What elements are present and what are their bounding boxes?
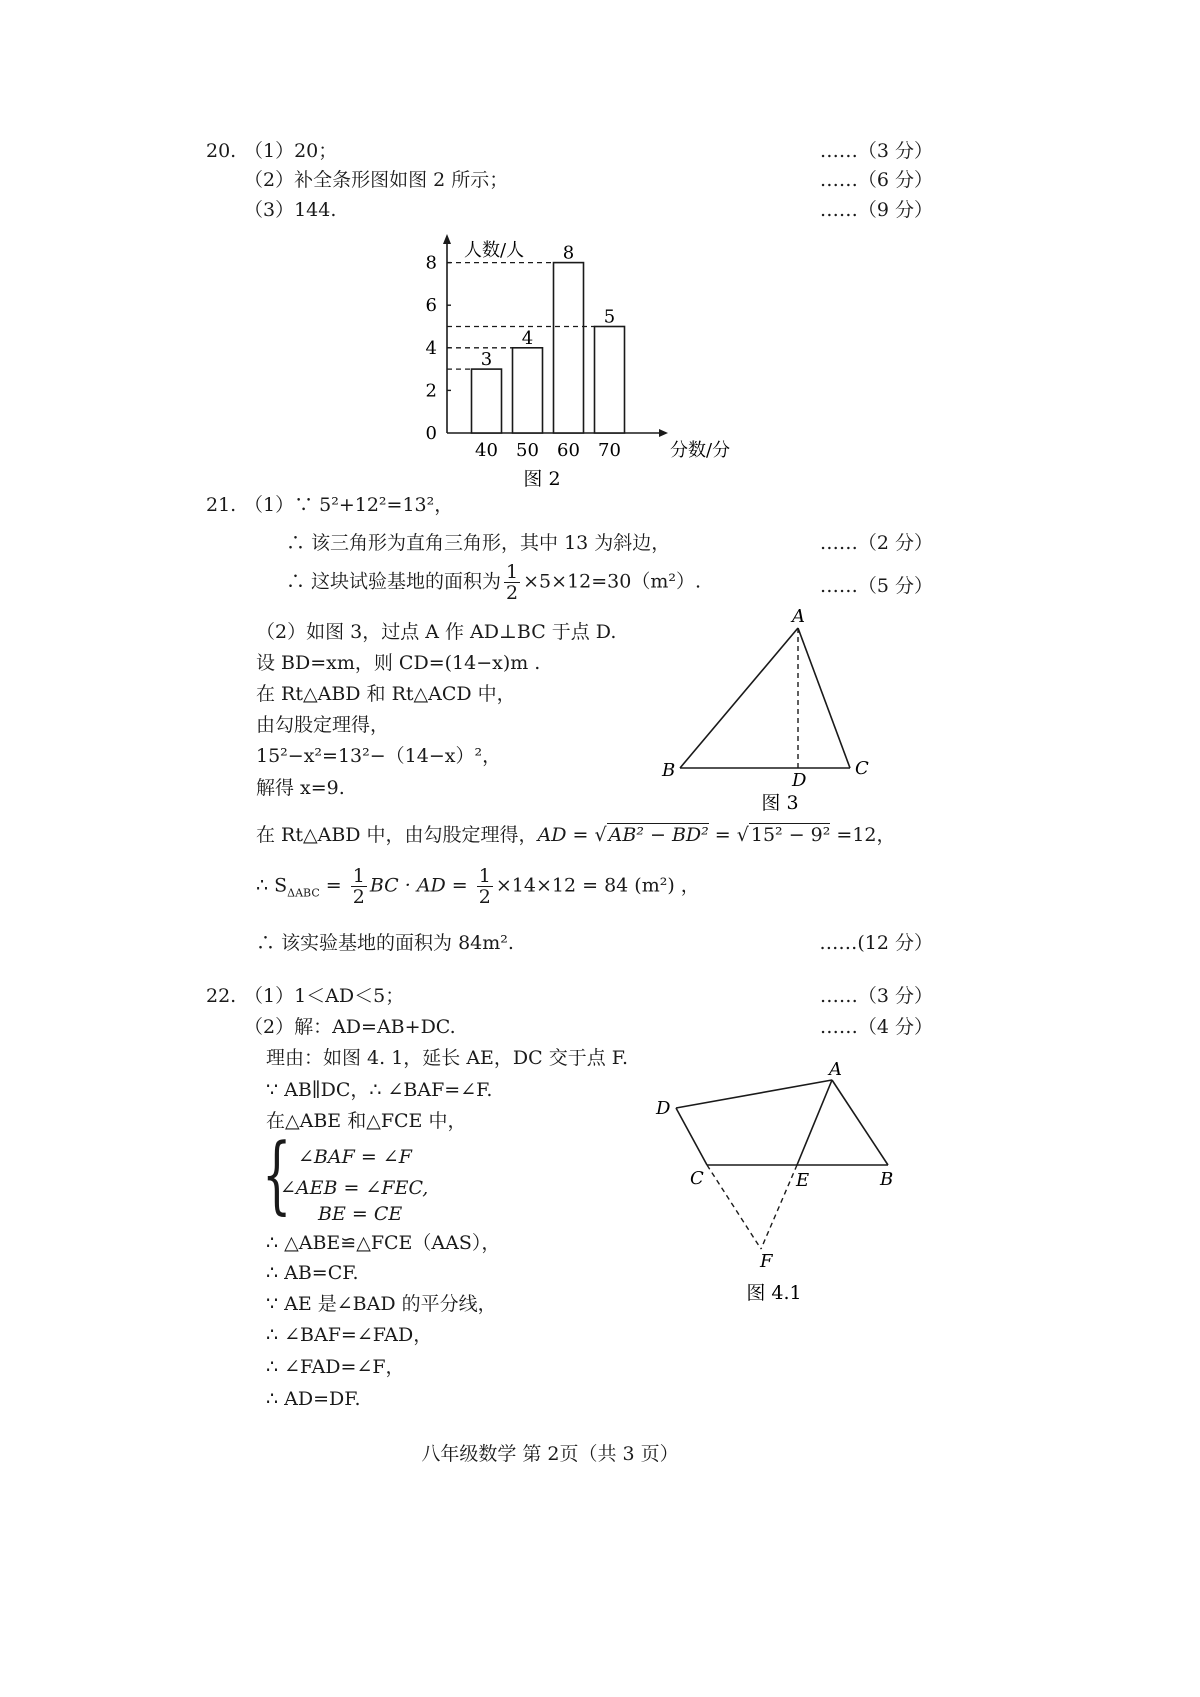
q21-line7-eq: = xyxy=(708,824,737,846)
q22-condition3: BE = CE xyxy=(318,1203,403,1225)
q21-number: 21. xyxy=(206,494,237,516)
triangle-figure-3 xyxy=(660,600,890,815)
q21-part2-line8 xyxy=(256,866,700,907)
chart-caption: 图 2 xyxy=(523,468,561,490)
fraction-half xyxy=(504,562,520,603)
q21-line7-sqrt1: AB² − BD² xyxy=(608,824,709,846)
q20-line3: （3）144. xyxy=(244,199,337,221)
y-axis-arrow xyxy=(443,234,451,244)
q21-part2-line6: 解得 x=9. xyxy=(256,777,345,799)
q22-reason1: 理由：如图 4. 1，延长 AE，DC 交于点 F. xyxy=(266,1047,629,1069)
y-tick-label: 2 xyxy=(425,380,437,402)
q22-number: 22. xyxy=(206,985,237,1007)
bar-chart-figure-2 xyxy=(400,230,731,500)
bar-value-label: 8 xyxy=(562,242,575,264)
fig4-label-a: A xyxy=(829,1059,842,1080)
fig4-label-e: E xyxy=(796,1170,810,1191)
bar-value-label: 5 xyxy=(603,306,616,328)
q21-line7-sqrt2: 15² − 9² xyxy=(750,824,831,846)
x-tick-label: 40 xyxy=(475,440,498,461)
bar-value-label: 3 xyxy=(480,349,493,371)
q22-score2: ……（4 分） xyxy=(819,1016,933,1038)
bar xyxy=(554,263,584,433)
q21-part2-line9: ∴ 该实验基地的面积为 84m². xyxy=(256,932,514,954)
y-tick-label: 6 xyxy=(425,295,437,317)
x-tick-label: 70 xyxy=(598,440,621,461)
q21-part2-line1: （2）如图 3，过点 A 作 AD⊥BC 于点 D. xyxy=(256,621,617,643)
q21-score3: ……（5 分） xyxy=(819,575,933,597)
page-footer: 八年级数学 第 2页（共 3 页） xyxy=(421,1443,679,1465)
q22-reason3: 在△ABE 和△FCE 中， xyxy=(266,1110,467,1132)
q21-line3 xyxy=(286,562,701,603)
q21-part2-line2: 设 BD=xm，则 CD=(14−x)m . xyxy=(256,652,541,674)
x-tick-label: 60 xyxy=(557,440,580,461)
geometry-figure-4-1 xyxy=(640,1055,910,1310)
fig4-label-b: B xyxy=(880,1169,894,1190)
fig4-label-f: F xyxy=(760,1251,773,1272)
fraction-denominator-2: 2 xyxy=(352,886,365,908)
q22-condition1: ∠BAF = ∠F xyxy=(298,1146,412,1168)
x-axis-label: 分数/分 xyxy=(670,440,731,461)
q22-reason5: ∴ AB=CF. xyxy=(266,1262,359,1284)
fraction-numerator-2: 1 xyxy=(352,865,365,887)
q21-part2-line4: 由勾股定理得， xyxy=(256,714,390,736)
q22-reason8: ∴ ∠FAD=∠F， xyxy=(266,1356,405,1378)
x-tick-label: 50 xyxy=(516,440,539,461)
y-tick-label: 8 xyxy=(425,252,437,274)
q21-line8-eq: = xyxy=(319,874,348,897)
fig4-caption: 图 4.1 xyxy=(746,1282,802,1304)
q22-condition2: ∠AEB = ∠FEC, xyxy=(280,1177,429,1199)
y-axis-label: 人数/人 xyxy=(464,240,525,261)
bar-value-label: 4 xyxy=(521,327,534,349)
q22-score1: ……（3 分） xyxy=(819,985,933,1007)
q20-score1: ……（3 分） xyxy=(819,140,933,162)
q20-line1: （1）20； xyxy=(244,140,338,162)
q22-line1: （1）1＜AD＜5； xyxy=(244,985,405,1007)
q21-line7-result: =12， xyxy=(830,824,896,846)
fraction-denominator: 2 xyxy=(506,582,519,604)
q21-line8-therefore: ∴ S xyxy=(256,874,288,897)
fig3-label-b: B xyxy=(662,760,676,781)
q22-reason9: ∴ AD=DF. xyxy=(266,1388,361,1410)
fig4-label-d: D xyxy=(656,1098,671,1119)
y-tick-label: 0 xyxy=(425,423,437,444)
fraction-half-2 xyxy=(351,866,367,907)
q21-line7-ad: AD = xyxy=(537,824,595,846)
q21-line3-rest: ×5×12=30（m²）. xyxy=(523,570,702,593)
fig3-label-c: C xyxy=(855,758,869,779)
q22-reason2: ∵ AB∥DC，∴ ∠BAF=∠F. xyxy=(266,1079,493,1101)
q20-score3: ……（9 分） xyxy=(819,199,933,221)
q21-part2-line7: 在 Rt△ABD 中，由勾股定理得，AD = √ AB² − BD² = √ 15² − 9² =12， xyxy=(256,824,896,846)
q22-line2: （2）解：AD=AB+DC. xyxy=(244,1016,456,1038)
q21-line7-text: 在 Rt△ABD 中，由勾股定理得， xyxy=(256,824,538,846)
q21-line8-bcad: BC · AD = xyxy=(369,874,474,897)
q21-part2-line3: 在 Rt△ABD 和 Rt△ACD 中， xyxy=(256,683,516,705)
q22-reason4: ∴ △ABE≌△FCE（AAS）， xyxy=(266,1232,501,1254)
fraction-half-3 xyxy=(477,866,493,907)
bar xyxy=(472,369,502,433)
q20-number: 20. xyxy=(206,140,237,162)
bar xyxy=(513,348,543,433)
q21-score9: ……(12 分） xyxy=(819,932,933,954)
q20-line2: （2）补全条形图如图 2 所示； xyxy=(244,169,509,191)
fig3-label-a: A xyxy=(792,606,805,627)
q21-part2-line5: 15²−x²=13²−（14−x）²， xyxy=(256,745,502,767)
x-axis-arrow xyxy=(659,429,668,437)
fig4-label-c: C xyxy=(690,1168,704,1189)
fig3-caption: 图 3 xyxy=(761,792,799,814)
q21-score2: ……（2 分） xyxy=(819,532,933,554)
q21-line8-sub: ΔABC xyxy=(287,886,320,900)
brace-symbol: { xyxy=(262,1125,292,1223)
q21-line3-text: ∴ 这块试验基地的面积为 xyxy=(286,570,502,593)
bar xyxy=(595,327,625,434)
q21-line2: ∴ 该三角形为直角三角形，其中 13 为斜边， xyxy=(286,532,671,554)
q21-line8-result: ×14×12 = 84 (m²) ， xyxy=(495,874,700,897)
q22-reason6: ∵ AE 是∠BAD 的平分线， xyxy=(266,1293,497,1315)
q20-score2: ……（6 分） xyxy=(819,169,933,191)
y-tick-label: 4 xyxy=(425,337,437,359)
fraction-numerator-3: 1 xyxy=(478,865,491,887)
fraction-denominator-3: 2 xyxy=(478,886,491,908)
fig3-label-d: D xyxy=(792,770,807,791)
q22-reason7: ∴ ∠BAF=∠FAD， xyxy=(266,1324,433,1346)
fraction-numerator: 1 xyxy=(506,561,519,583)
q21-line1: （1）∵ 5²+12²=13²， xyxy=(244,494,454,516)
